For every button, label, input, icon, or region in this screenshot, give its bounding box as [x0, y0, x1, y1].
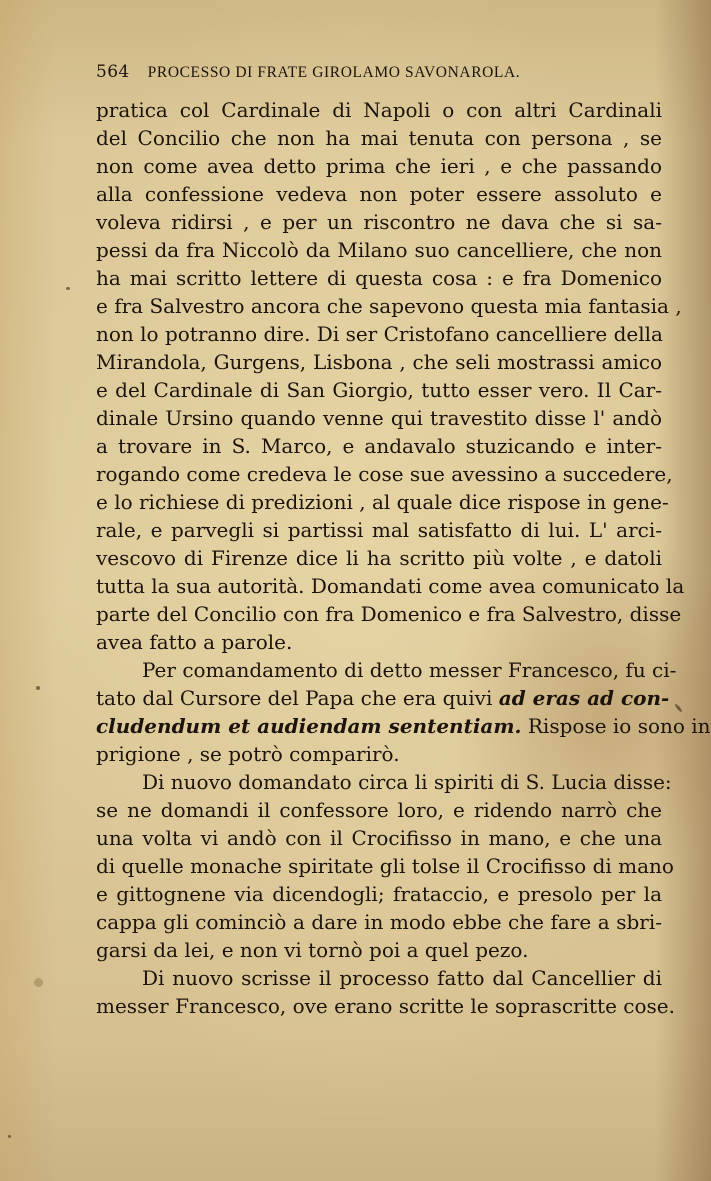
- text-line: vescovo di Firenze dice li ha scritto più volte , e datoli: [96, 546, 662, 570]
- paper-speck: [36, 686, 40, 690]
- text-line-with-latin: [96, 684, 670, 712]
- paper-speck: [34, 978, 43, 987]
- page-number: 564: [96, 62, 130, 82]
- text-line: cappa gli cominciò a dare in modo ebbe che fare a sbri-: [96, 910, 662, 934]
- paper-speck: [66, 287, 70, 290]
- text-line: pessi da fra Niccolò da Milano suo cancelliere, che non: [96, 238, 662, 262]
- text-span: tato dal Cursore del Papa che era quivi: [96, 686, 493, 710]
- text-line: ha mai scritto lettere di questa cosa : e fra Domenico: [96, 266, 662, 290]
- text-line: e del Cardinale di San Giorgio, tutto esser vero. Il Car-: [96, 378, 662, 402]
- text-line: voleva ridirsi , e per un riscontro ne dava che si sa-: [96, 210, 662, 234]
- text-line: avea fatto a parole.: [96, 630, 293, 654]
- text-line: e gittognene via dicendogli; frataccio, e presolo per la: [96, 882, 662, 906]
- text-line: se ne domandi il confessore loro, e ridendo narrò che: [96, 798, 662, 822]
- paper-speck: [8, 1135, 11, 1138]
- text-line: parte del Concilio con fra Domenico e fra Salvestro, disse: [96, 602, 682, 626]
- text-line: pratica col Cardinale di Napoli o con altri Cardinali: [96, 98, 662, 122]
- paragraph-start: Di nuovo scrisse il processo fatto dal Cancellier di: [142, 966, 662, 990]
- paragraph-start: Di nuovo domandato circa li spiriti di S. Lucia disse:: [142, 770, 672, 794]
- paper-speck: [674, 703, 683, 713]
- text-line: a trovare in S. Marco, e andavalo stuzicando e inter-: [96, 434, 662, 458]
- text-line: garsi da lei, e non vi tornò poi a quel pezo.: [96, 938, 529, 962]
- text-line: di quelle monache spiritate gli tolse il Crocifisso di mano: [96, 854, 674, 878]
- text-line: rogando come credeva le cose sue avessino a succedere,: [96, 462, 673, 486]
- text-line: alla confessione vedeva non poter essere assoluto e: [96, 182, 662, 206]
- text-span: Rispose io sono in: [527, 714, 711, 738]
- text-line: e lo richiese di predizioni , al quale dice rispose in gene-: [96, 490, 669, 514]
- text-line-with-latin: [96, 712, 711, 740]
- text-line: del Concilio che non ha mai tenuta con persona , se: [96, 126, 662, 150]
- text-line: prigione , se potrò comparirò.: [96, 742, 400, 766]
- text-line: Mirandola, Gurgens, Lisbona , che seli mostrassi amico: [96, 350, 662, 374]
- text-line: una volta vi andò con il Crocifisso in mano, e che una: [96, 826, 662, 850]
- text-line: rale, e parvegli si partissi mal satisfatto di lui. L' arci-: [96, 518, 662, 542]
- running-head: [96, 62, 596, 82]
- paragraph-start: Per comandamento di detto messer Francesco, fu ci-: [142, 658, 677, 682]
- text-line: non lo potranno dire. Di ser Cristofano cancelliere della: [96, 322, 663, 346]
- running-title: PROCESSO DI FRATE GIROLAMO SAVONAROLA.: [147, 64, 521, 81]
- text-line: dinale Ursino quando venne qui travestito disse l' andò: [96, 406, 662, 430]
- text-line: messer Francesco, ove erano scritte le soprascritte cose.: [96, 994, 675, 1018]
- body-text: [96, 96, 711, 1020]
- text-line: tutta la sua autorità. Domandati come avea comunicato la: [96, 574, 685, 598]
- latin-phrase: cludendum et audiendam sententiam.: [96, 714, 522, 738]
- text-line: e fra Salvestro ancora che sapevono questa mia fantasia ,: [96, 294, 682, 318]
- latin-phrase: ad eras ad con-: [498, 686, 670, 710]
- text-line: non come avea detto prima che ieri , e che passando: [96, 154, 662, 178]
